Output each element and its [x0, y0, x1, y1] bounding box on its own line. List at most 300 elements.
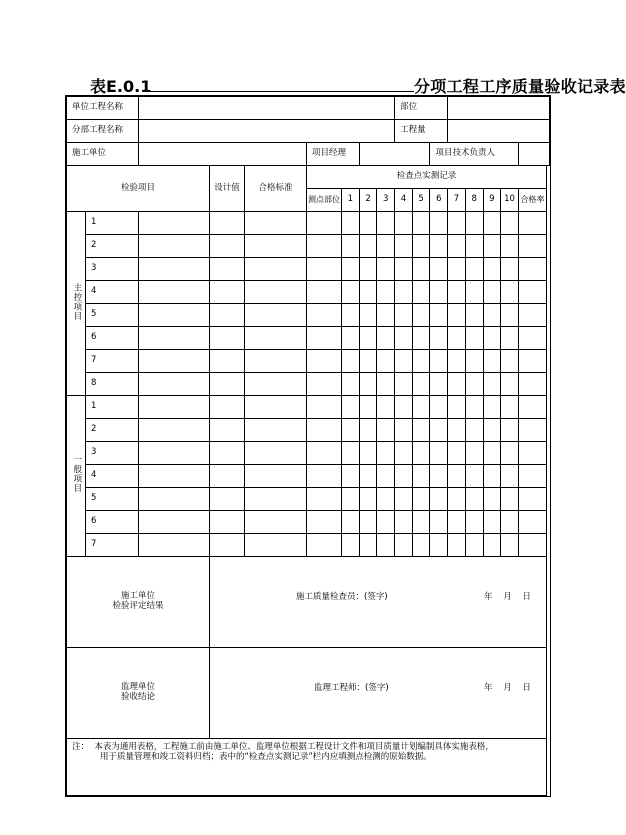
column-header-row-1: [67, 166, 550, 189]
construction-signer-label: 施工质量检查员：(签字): [296, 592, 388, 603]
general-item-point-10-field[interactable]: [501, 511, 519, 534]
main-item-pass-rate-field[interactable]: [518, 281, 546, 304]
main-item-item-field[interactable]: [139, 373, 210, 396]
supervision-eval-label-line1: 监理单位: [121, 682, 156, 693]
main-item-item-field[interactable]: [139, 281, 210, 304]
general-item-design-value-field[interactable]: [210, 419, 245, 442]
point-header-5: 5: [412, 189, 430, 212]
construction-unit-label: 施工单位: [67, 143, 139, 166]
general-item-measure-point-field[interactable]: [307, 511, 342, 534]
main-item-item-field[interactable]: [139, 235, 210, 258]
part-field[interactable]: [448, 97, 550, 120]
main-item-row-number: 8: [86, 373, 139, 396]
general-item-measure-point-field[interactable]: [307, 488, 342, 511]
form-name: 分项工程工序质量验收记录表: [414, 77, 626, 96]
supervision-eval-label: [67, 648, 210, 739]
general-item-measure-point-field[interactable]: [307, 442, 342, 465]
general-item-row-number: 1: [86, 396, 139, 419]
general-item-point-1-field[interactable]: [342, 534, 360, 557]
general-item-item-field[interactable]: [139, 534, 210, 557]
main-item-pass-rate-field[interactable]: [518, 350, 546, 373]
main-item-point-10-field[interactable]: [501, 235, 519, 258]
main-item-point-2-field[interactable]: [359, 235, 377, 258]
main-item-point-5-field[interactable]: [412, 350, 430, 373]
construction-eval-row: [67, 557, 550, 648]
main-item-pass-rate-field[interactable]: [518, 212, 546, 235]
unit-project-field[interactable]: [139, 97, 395, 120]
general-item-point-3-field[interactable]: [377, 465, 395, 488]
main-item-point-3-field[interactable]: [377, 304, 395, 327]
general-item-row-number: 7: [86, 534, 139, 557]
main-item-row-number: 5: [86, 304, 139, 327]
standard-header: 合格标准: [245, 166, 307, 212]
note-line1: 本表为通用表格，工程施工前由施工单位、监理单位根据工程设计文件和项目质量计划编制具体实施表格，: [94, 742, 494, 752]
main-item-point-8-field[interactable]: [465, 258, 483, 281]
general-item-point-3-field[interactable]: [377, 442, 395, 465]
general-item-design-value-field[interactable]: [210, 511, 245, 534]
main-item-pass-rate-field[interactable]: [518, 258, 546, 281]
general-item-point-2-field[interactable]: [359, 488, 377, 511]
general-item-point-9-field[interactable]: [483, 465, 501, 488]
main-item-design-value-field[interactable]: [210, 304, 245, 327]
main-item-measure-point-field[interactable]: [307, 281, 342, 304]
main-item-pass-rate-field[interactable]: [518, 373, 546, 396]
note-row: [67, 739, 550, 796]
main-item-standard-field[interactable]: [245, 212, 307, 235]
main-item-standard-field[interactable]: [245, 304, 307, 327]
main-item-measure-point-field[interactable]: [307, 258, 342, 281]
general-item-point-10-field[interactable]: [501, 419, 519, 442]
main-item-point-7-field[interactable]: [448, 327, 466, 350]
main-item-item-field[interactable]: [139, 327, 210, 350]
general-item-row: [67, 442, 550, 465]
main-item-standard-field[interactable]: [245, 258, 307, 281]
project-manager-field[interactable]: [359, 143, 430, 166]
general-item-point-8-field[interactable]: [465, 465, 483, 488]
general-item-pass-rate-field[interactable]: [518, 465, 546, 488]
main-item-point-7-field[interactable]: [448, 258, 466, 281]
general-item-pass-rate-field[interactable]: [518, 442, 546, 465]
main-item-point-1-field[interactable]: [342, 304, 360, 327]
main-item-point-4-field[interactable]: [395, 327, 413, 350]
main-item-standard-field[interactable]: [245, 373, 307, 396]
main-item-row: [67, 373, 550, 396]
main-item-point-2-field[interactable]: [359, 212, 377, 235]
form-code: 表E.0.1: [90, 77, 152, 96]
main-item-measure-point-field[interactable]: [307, 373, 342, 396]
general-item-point-7-field[interactable]: [448, 442, 466, 465]
main-item-point-7-field[interactable]: [448, 304, 466, 327]
tech-lead-field[interactable]: [518, 143, 549, 166]
general-item-point-7-field[interactable]: [448, 396, 466, 419]
construction-eval-label: [67, 557, 210, 648]
main-item-design-value-field[interactable]: [210, 327, 245, 350]
record-group-header: 检查点实测记录: [307, 166, 547, 189]
general-item-row: [67, 511, 550, 534]
main-item-point-2-field[interactable]: [359, 327, 377, 350]
general-item-measure-point-field[interactable]: [307, 419, 342, 442]
general-item-point-4-field[interactable]: [395, 465, 413, 488]
main-item-point-8-field[interactable]: [465, 327, 483, 350]
main-item-point-4-field[interactable]: [395, 212, 413, 235]
main-item-point-6-field[interactable]: [430, 327, 448, 350]
main-item-point-3-field[interactable]: [377, 350, 395, 373]
main-item-point-3-field[interactable]: [377, 235, 395, 258]
point-header-2: 2: [359, 189, 377, 212]
main-item-design-value-field[interactable]: [210, 235, 245, 258]
general-item-point-1-field[interactable]: [342, 465, 360, 488]
point-header-10: 10: [501, 189, 519, 212]
main-item-point-6-field[interactable]: [430, 281, 448, 304]
general-item-item-field[interactable]: [139, 442, 210, 465]
main-item-row: [67, 350, 550, 373]
main-item-point-9-field[interactable]: [483, 212, 501, 235]
main-item-point-5-field[interactable]: [412, 258, 430, 281]
project-name-blank[interactable]: [148, 91, 414, 92]
main-item-point-3-field[interactable]: [377, 258, 395, 281]
general-item-measure-point-field[interactable]: [307, 465, 342, 488]
main-item-point-4-field[interactable]: [395, 235, 413, 258]
general-item-point-3-field[interactable]: [377, 534, 395, 557]
point-header-6: 6: [430, 189, 448, 212]
general-item-point-6-field[interactable]: [430, 419, 448, 442]
general-item-point-3-field[interactable]: [377, 488, 395, 511]
general-item-point-1-field[interactable]: [342, 442, 360, 465]
main-item-row-number: 2: [86, 235, 139, 258]
main-item-point-10-field[interactable]: [501, 350, 519, 373]
main-item-row: [67, 281, 550, 304]
general-item-point-6-field[interactable]: [430, 534, 448, 557]
general-item-row-number: 5: [86, 488, 139, 511]
general-item-design-value-field[interactable]: [210, 442, 245, 465]
general-item-row: [67, 396, 550, 419]
general-item-row-number: 6: [86, 511, 139, 534]
general-item-point-7-field[interactable]: [448, 419, 466, 442]
general-item-item-field[interactable]: [139, 488, 210, 511]
main-item-point-4-field[interactable]: [395, 258, 413, 281]
main-item-point-5-field[interactable]: [412, 327, 430, 350]
main-item-point-6-field[interactable]: [430, 258, 448, 281]
general-item-point-4-field[interactable]: [395, 419, 413, 442]
main-item-measure-point-field[interactable]: [307, 212, 342, 235]
general-item-item-field[interactable]: [139, 511, 210, 534]
general-item-point-7-field[interactable]: [448, 511, 466, 534]
general-item-point-5-field[interactable]: [412, 511, 430, 534]
main-item-point-5-field[interactable]: [412, 212, 430, 235]
point-header-1: 1: [342, 189, 360, 212]
construction-eval-label-line2: 检验评定结果: [112, 601, 164, 611]
general-item-row: [67, 534, 550, 557]
point-header-3: 3: [377, 189, 395, 212]
general-item-point-3-field[interactable]: [377, 511, 395, 534]
main-item-standard-field[interactable]: [245, 281, 307, 304]
note-text: [67, 739, 547, 796]
main-item-row: [67, 258, 550, 281]
main-item-point-4-field[interactable]: [395, 281, 413, 304]
main-item-design-value-field[interactable]: [210, 212, 245, 235]
main-item-point-8-field[interactable]: [465, 304, 483, 327]
main-item-measure-point-field[interactable]: [307, 350, 342, 373]
main-item-point-2-field[interactable]: [359, 350, 377, 373]
header-row-2: [67, 120, 550, 143]
general-item-point-1-field[interactable]: [342, 488, 360, 511]
general-item-item-field[interactable]: [139, 396, 210, 419]
general-item-point-4-field[interactable]: [395, 442, 413, 465]
general-items-group: [67, 396, 550, 557]
general-item-point-2-field[interactable]: [359, 442, 377, 465]
point-header-7: 7: [448, 189, 466, 212]
general-item-pass-rate-field[interactable]: [518, 488, 546, 511]
general-item-standard-field[interactable]: [245, 465, 307, 488]
inspection-form: [66, 96, 550, 796]
main-item-design-value-field[interactable]: [210, 281, 245, 304]
general-item-point-5-field[interactable]: [412, 419, 430, 442]
main-item-point-8-field[interactable]: [465, 281, 483, 304]
main-item-point-9-field[interactable]: [483, 235, 501, 258]
main-item-point-9-field[interactable]: [483, 258, 501, 281]
general-item-point-5-field[interactable]: [412, 396, 430, 419]
general-item-point-5-field[interactable]: [412, 488, 430, 511]
main-item-item-field[interactable]: [139, 258, 210, 281]
main-item-measure-point-field[interactable]: [307, 235, 342, 258]
main-item-group-label-text: 主控项目: [71, 282, 82, 321]
general-item-item-field[interactable]: [139, 419, 210, 442]
general-item-point-2-field[interactable]: [359, 465, 377, 488]
general-item-pass-rate-field[interactable]: [518, 511, 546, 534]
main-item-pass-rate-field[interactable]: [518, 235, 546, 258]
main-item-standard-field[interactable]: [245, 235, 307, 258]
main-item-point-1-field[interactable]: [342, 212, 360, 235]
main-item-row: [67, 235, 550, 258]
general-item-point-5-field[interactable]: [412, 442, 430, 465]
general-item-point-4-field[interactable]: [395, 511, 413, 534]
general-item-pass-rate-field[interactable]: [518, 419, 546, 442]
main-item-point-7-field[interactable]: [448, 212, 466, 235]
main-item-point-8-field[interactable]: [465, 350, 483, 373]
main-item-point-3-field[interactable]: [377, 212, 395, 235]
general-item-standard-field[interactable]: [245, 419, 307, 442]
quantity-field[interactable]: [448, 120, 550, 143]
general-item-point-7-field[interactable]: [448, 488, 466, 511]
general-item-point-4-field[interactable]: [395, 396, 413, 419]
main-item-point-7-field[interactable]: [448, 281, 466, 304]
general-item-point-9-field[interactable]: [483, 419, 501, 442]
general-item-point-3-field[interactable]: [377, 396, 395, 419]
general-item-standard-field[interactable]: [245, 396, 307, 419]
general-item-standard-field[interactable]: [245, 488, 307, 511]
general-item-point-8-field[interactable]: [465, 511, 483, 534]
general-item-point-9-field[interactable]: [483, 442, 501, 465]
note-line2: 用于质量管理和竣工资料归档；表中的“检查点实测记录”栏内应填测点检测的原始数据。: [100, 751, 432, 762]
construction-eval-label-line1: 施工单位: [121, 591, 156, 602]
general-item-standard-field[interactable]: [245, 534, 307, 557]
main-item-point-2-field[interactable]: [359, 304, 377, 327]
main-items-group: [67, 212, 550, 396]
general-item-point-2-field[interactable]: [359, 396, 377, 419]
main-item-point-3-field[interactable]: [377, 373, 395, 396]
general-item-point-6-field[interactable]: [430, 488, 448, 511]
general-item-point-1-field[interactable]: [342, 396, 360, 419]
main-item-item-field[interactable]: [139, 212, 210, 235]
general-item-point-9-field[interactable]: [483, 488, 501, 511]
main-item-point-10-field[interactable]: [501, 281, 519, 304]
supervision-eval-field[interactable]: [210, 648, 547, 739]
general-item-pass-rate-field[interactable]: [518, 396, 546, 419]
main-item-measure-point-field[interactable]: [307, 327, 342, 350]
general-item-point-2-field[interactable]: [359, 511, 377, 534]
supervision-eval-label-line2: 验收结论: [121, 692, 156, 702]
general-item-group-label-text: 一般项目: [71, 455, 82, 494]
general-item-point-1-field[interactable]: [342, 511, 360, 534]
general-item-point-8-field[interactable]: [465, 534, 483, 557]
main-item-row: [67, 212, 550, 235]
general-item-point-7-field[interactable]: [448, 534, 466, 557]
main-item-point-4-field[interactable]: [395, 373, 413, 396]
general-item-point-10-field[interactable]: [501, 442, 519, 465]
main-item-point-1-field[interactable]: [342, 281, 360, 304]
general-item-point-4-field[interactable]: [395, 488, 413, 511]
construction-eval-field[interactable]: [210, 557, 547, 648]
general-item-point-7-field[interactable]: [448, 465, 466, 488]
main-item-point-1-field[interactable]: [342, 327, 360, 350]
general-item-design-value-field[interactable]: [210, 465, 245, 488]
main-item-point-10-field[interactable]: [501, 212, 519, 235]
general-item-point-4-field[interactable]: [395, 534, 413, 557]
general-item-row: [67, 465, 550, 488]
main-item-pass-rate-field[interactable]: [518, 327, 546, 350]
supervision-signer-label: 监理工程师：(签字): [314, 683, 389, 694]
general-item-measure-point-field[interactable]: [307, 396, 342, 419]
main-item-point-1-field[interactable]: [342, 350, 360, 373]
main-item-point-6-field[interactable]: [430, 350, 448, 373]
main-item-point-2-field[interactable]: [359, 373, 377, 396]
main-item-point-10-field[interactable]: [501, 258, 519, 281]
general-item-point-6-field[interactable]: [430, 465, 448, 488]
main-item-point-1-field[interactable]: [342, 373, 360, 396]
main-item-point-3-field[interactable]: [377, 281, 395, 304]
main-item-point-4-field[interactable]: [395, 350, 413, 373]
main-item-pass-rate-field[interactable]: [518, 304, 546, 327]
main-item-point-1-field[interactable]: [342, 235, 360, 258]
main-item-measure-point-field[interactable]: [307, 304, 342, 327]
general-item-row: [67, 488, 550, 511]
general-item-group-label: [67, 396, 86, 557]
general-item-point-10-field[interactable]: [501, 465, 519, 488]
main-item-point-9-field[interactable]: [483, 304, 501, 327]
general-item-point-9-field[interactable]: [483, 511, 501, 534]
main-item-point-1-field[interactable]: [342, 258, 360, 281]
supervision-date-label: 年 月 日: [484, 683, 531, 694]
construction-unit-field[interactable]: [139, 143, 307, 166]
general-item-design-value-field[interactable]: [210, 534, 245, 557]
main-item-point-10-field[interactable]: [501, 304, 519, 327]
general-item-design-value-field[interactable]: [210, 488, 245, 511]
main-item-point-9-field[interactable]: [483, 327, 501, 350]
main-item-point-7-field[interactable]: [448, 350, 466, 373]
general-item-point-9-field[interactable]: [483, 534, 501, 557]
point-header-4: 4: [395, 189, 413, 212]
general-item-point-6-field[interactable]: [430, 511, 448, 534]
main-item-point-5-field[interactable]: [412, 235, 430, 258]
main-item-point-2-field[interactable]: [359, 281, 377, 304]
point-header-9: 9: [483, 189, 501, 212]
main-item-point-3-field[interactable]: [377, 327, 395, 350]
header-row-1: [67, 97, 550, 120]
main-item-point-6-field[interactable]: [430, 373, 448, 396]
general-item-standard-field[interactable]: [245, 511, 307, 534]
general-item-point-9-field[interactable]: [483, 396, 501, 419]
general-item-row-number: 3: [86, 442, 139, 465]
main-item-point-6-field[interactable]: [430, 235, 448, 258]
main-item-point-5-field[interactable]: [412, 281, 430, 304]
general-item-point-10-field[interactable]: [501, 488, 519, 511]
main-item-item-field[interactable]: [139, 304, 210, 327]
general-item-point-6-field[interactable]: [430, 442, 448, 465]
general-item-point-5-field[interactable]: [412, 465, 430, 488]
main-item-point-5-field[interactable]: [412, 373, 430, 396]
main-item-point-9-field[interactable]: [483, 373, 501, 396]
general-item-point-5-field[interactable]: [412, 534, 430, 557]
sub-project-label: 分部工程名称: [67, 120, 139, 143]
general-item-point-10-field[interactable]: [501, 534, 519, 557]
general-item-point-8-field[interactable]: [465, 396, 483, 419]
main-item-point-9-field[interactable]: [483, 281, 501, 304]
main-item-point-6-field[interactable]: [430, 212, 448, 235]
main-item-point-8-field[interactable]: [465, 373, 483, 396]
general-item-item-field[interactable]: [139, 465, 210, 488]
general-item-point-10-field[interactable]: [501, 396, 519, 419]
main-item-point-10-field[interactable]: [501, 327, 519, 350]
main-item-point-8-field[interactable]: [465, 235, 483, 258]
main-item-standard-field[interactable]: [245, 327, 307, 350]
main-item-item-field[interactable]: [139, 350, 210, 373]
general-item-point-2-field[interactable]: [359, 534, 377, 557]
main-item-standard-field[interactable]: [245, 350, 307, 373]
design-value-header: 设计值: [210, 166, 245, 212]
main-item-point-9-field[interactable]: [483, 350, 501, 373]
general-item-point-3-field[interactable]: [377, 419, 395, 442]
point-header-8: 8: [465, 189, 483, 212]
main-item-group-label: [67, 212, 86, 396]
general-item-pass-rate-field[interactable]: [518, 534, 546, 557]
general-item-design-value-field[interactable]: [210, 396, 245, 419]
main-item-design-value-field[interactable]: [210, 350, 245, 373]
main-item-point-7-field[interactable]: [448, 235, 466, 258]
general-item-measure-point-field[interactable]: [307, 534, 342, 557]
main-item-design-value-field[interactable]: [210, 258, 245, 281]
main-item-point-8-field[interactable]: [465, 212, 483, 235]
part-label: 部位: [395, 97, 448, 120]
main-item-design-value-field[interactable]: [210, 373, 245, 396]
general-item-point-8-field[interactable]: [465, 442, 483, 465]
main-item-point-2-field[interactable]: [359, 258, 377, 281]
main-item-point-4-field[interactable]: [395, 304, 413, 327]
main-item-row: [67, 327, 550, 350]
general-item-point-2-field[interactable]: [359, 419, 377, 442]
form-title: [90, 74, 626, 96]
general-item-point-6-field[interactable]: [430, 396, 448, 419]
general-item-point-1-field[interactable]: [342, 419, 360, 442]
main-item-point-10-field[interactable]: [501, 373, 519, 396]
main-item-point-5-field[interactable]: [412, 304, 430, 327]
general-item-standard-field[interactable]: [245, 442, 307, 465]
supervision-eval-row: [67, 648, 550, 739]
general-item-point-8-field[interactable]: [465, 488, 483, 511]
main-item-point-7-field[interactable]: [448, 373, 466, 396]
general-item-point-8-field[interactable]: [465, 419, 483, 442]
sub-project-field[interactable]: [139, 120, 395, 143]
main-item-point-6-field[interactable]: [430, 304, 448, 327]
